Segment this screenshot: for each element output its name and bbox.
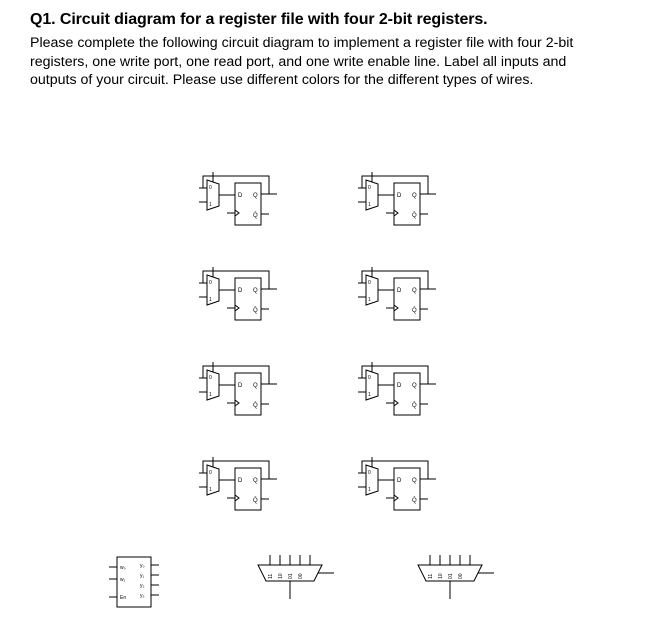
decoder-output-y3: y₃ — [140, 593, 145, 599]
mux-input-0-label: 0 — [209, 185, 212, 191]
ff-d-label: D — [397, 193, 402, 199]
mux-input-0-label: 0 — [209, 280, 212, 286]
decoder — [109, 557, 159, 607]
mux-input-0-label: 0 — [209, 375, 212, 381]
ff-d-label: D — [238, 193, 243, 199]
ff-qbar-label: Q̄ — [253, 213, 258, 219]
question-line-1: Please complete the following circuit diagram to implement a register file with four 2-bit — [30, 35, 574, 51]
decoder-input-en: En — [120, 595, 127, 601]
decoder-output-y0: y₀ — [140, 563, 145, 569]
decoder-input-w0: w₀ — [120, 565, 126, 571]
ff-qbar-label: Q̄ — [412, 498, 417, 504]
mux-input-11: 11 — [428, 573, 434, 579]
ff-d-label: D — [397, 478, 402, 484]
mux-input-1-label: 1 — [209, 202, 212, 208]
mux-input-1-label: 1 — [209, 297, 212, 303]
read-mux — [258, 555, 334, 599]
mux-input-00: 00 — [458, 573, 464, 579]
ff-d-label: D — [238, 478, 243, 484]
ff-qbar-label: Q̄ — [253, 403, 258, 409]
mux-input-10: 10 — [438, 573, 444, 579]
mux-input-0-label: 0 — [368, 375, 371, 381]
ff-qbar-label: Q̄ — [253, 308, 258, 314]
mux-input-1-label: 1 — [368, 202, 371, 208]
mux-input-10: 10 — [278, 573, 284, 579]
register-cell — [358, 267, 436, 320]
mux-input-0-label: 0 — [368, 280, 371, 286]
register-cell — [358, 457, 436, 510]
mux-input-1-label: 1 — [368, 297, 371, 303]
ff-qbar-label: Q̄ — [253, 498, 258, 504]
register-cell — [199, 172, 277, 225]
ff-q-label: Q — [253, 383, 258, 389]
ff-q-label: Q — [412, 288, 417, 294]
mux-input-0-label: 0 — [209, 470, 212, 476]
mux-input-1-label: 1 — [368, 392, 371, 398]
mux-input-1-label: 1 — [368, 487, 371, 493]
question-line-3: outputs of your circuit. Please use different colors for the different types of wires. — [30, 72, 534, 88]
question-number: Q1. — [30, 11, 56, 28]
ff-q-label: Q — [253, 478, 258, 484]
ff-d-label: D — [397, 383, 402, 389]
decoder-input-w1: w₁ — [120, 577, 126, 583]
mux-input-1-label: 1 — [209, 392, 212, 398]
mux-input-0-label: 0 — [368, 470, 371, 476]
question-line-2: registers, one write port, one read port, and one write enable line. Label all inputs and — [30, 53, 567, 70]
decoder-output-y1: y₁ — [140, 573, 145, 579]
ff-d-label: D — [238, 383, 243, 389]
ff-d-label: D — [238, 288, 243, 294]
register-cell — [199, 457, 277, 510]
mux-input-00: 00 — [298, 573, 304, 579]
ff-q-label: Q — [253, 288, 258, 294]
ff-qbar-label: Q̄ — [412, 213, 417, 219]
ff-q-label: Q — [412, 478, 417, 484]
ff-d-label: D — [397, 288, 402, 294]
register-cell — [358, 172, 436, 225]
register-cell — [358, 362, 436, 415]
ff-q-label: Q — [412, 383, 417, 389]
register-cell — [199, 362, 277, 415]
mux-input-01: 01 — [448, 573, 454, 579]
ff-q-label: Q — [253, 193, 258, 199]
mux-input-0-label: 0 — [368, 185, 371, 191]
decoder-output-y2: y₂ — [140, 583, 145, 589]
ff-qbar-label: Q̄ — [412, 403, 417, 409]
mux-input-01: 01 — [288, 573, 294, 579]
ff-q-label: Q — [412, 193, 417, 199]
ff-qbar-label: Q̄ — [412, 308, 417, 314]
mux-input-11: 11 — [268, 573, 274, 579]
question-heading: Circuit diagram for a register file with four 2-bit registers. — [59, 11, 488, 28]
register-cell — [199, 267, 277, 320]
mux-input-1-label: 1 — [209, 487, 212, 493]
read-mux — [418, 555, 494, 599]
